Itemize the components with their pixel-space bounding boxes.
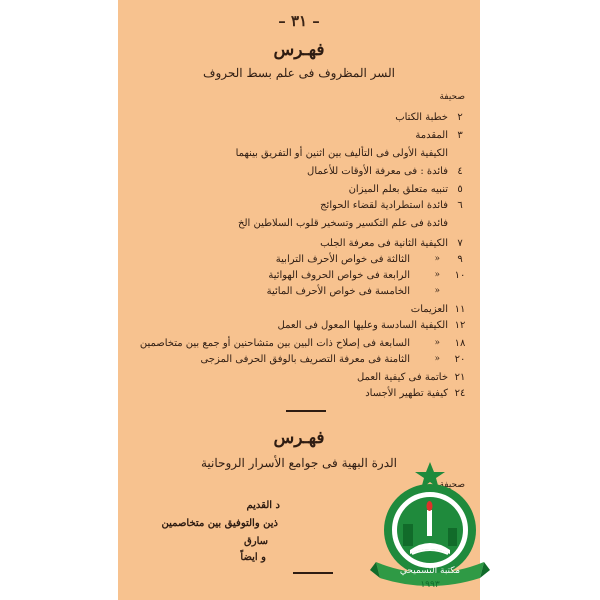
toc-entry [118,304,480,319]
toc-entry [118,338,480,353]
toc-entry [118,388,480,403]
book-title-2: الدرة البهية فى جوامع الأسرار الروحانية [200,456,397,470]
toc-entry-title: السابعة فى إصلاح ذات البين بين متشاحنين أو جمع بين متخاصمين [139,338,410,349]
toc-ditto-marker: « [434,286,440,296]
toc-entry-title: فائدة فى علم التكسير وتسخير قلوب السلاطين الخ [238,218,448,229]
seal-label: مكتبة التسميحي [399,566,461,576]
toc-entry [118,112,480,127]
toc-ditto-marker: « [434,338,440,348]
toc-entry [118,130,480,145]
toc-page-number: ٤ [457,166,463,177]
toc-ditto-marker: « [434,254,440,264]
toc-entry-title: العزيمات [410,304,448,315]
index-heading-2: فهـرس [273,428,325,448]
toc-page-number: ٩ [457,254,463,265]
toc-page-number: ١١ [454,304,466,315]
toc-page-number: ٢ [457,112,463,123]
toc-entry-title: تنبيه متعلق بعلم الميزان [348,184,448,195]
bottom-divider [293,572,333,574]
page-column-label-2: صحيفة [439,480,465,490]
toc-page-number: ٦ [457,200,463,211]
toc-entry [118,166,480,181]
toc-entry-title: المقدمة [415,130,448,141]
toc-page-number: ١٠ [454,270,466,281]
index-heading-1: فهـرس [273,40,325,60]
toc-entry-title: الكيفية السادسة وعليها المعول فى العمل [277,320,448,331]
page-number: – ٣١ – [278,12,320,30]
toc-entry-title: الرابعة فى خواص الحروف الهوائية [268,270,410,281]
toc-entry-title: ذين والتوفيق بين متخاصمين [161,518,278,529]
book-title-1: السر المظروف فى علم بسط الحروف [203,66,395,80]
toc-entry [118,320,480,335]
toc-page-number: ٥ [457,184,463,195]
toc-entry [118,372,480,387]
section-divider [286,410,326,412]
toc-page-number: ١٢ [454,320,466,331]
toc-entry-title: د القديم [246,500,280,511]
toc-ditto-marker: « [434,270,440,280]
toc-entry [118,238,480,253]
toc-page-number: ٢٤ [454,388,466,399]
toc-page-number: ٧ [457,238,463,249]
page-column-label-1: صحيفة [439,92,465,102]
toc-ditto-marker: « [434,354,440,364]
toc-entry [118,218,480,233]
toc-page-number: ١٨ [454,338,466,349]
toc-entry-title: الكيفية الثانية فى معرفة الجلب [320,238,448,249]
toc-entry [118,286,480,301]
toc-entry-title: فائدة : فى معرفة الأوقات للأعمال [307,166,448,177]
toc-entry [118,184,480,199]
toc-entry-title: خاتمة فى كيفية العمل [356,372,448,383]
toc-entry [118,148,480,163]
toc-entry-title: الكيفية الأولى فى التأليف بين اثنين أو التفريق بينهما [235,148,448,159]
toc-entry-title: خطبة الكتاب [395,112,448,123]
toc-entry-title: سارق [243,536,268,547]
toc-entry-title: و ايضاً [240,552,266,563]
toc-entry-title: فائدة استطرادية لقضاء الحوائج [320,200,448,211]
toc-entry [118,270,480,285]
toc-entry-title: الخامسة فى خواص الأحرف المائية [266,286,410,297]
toc-entry-title: كيفية تطهير الأجساد [365,388,448,399]
seal-year: ١٩٩٣ [420,580,440,590]
toc-entry [118,354,480,369]
toc-entry-title: الثامنة فى معرفة التصريف بالوفق الحرفى المزجى [200,354,410,365]
toc-page-number: ٢٠ [454,354,466,365]
toc-entry-title: الثالثة فى خواص الأحرف الترابية [275,254,410,265]
toc-page-number: ٢١ [454,372,466,383]
library-seal-stamp [370,462,490,592]
toc-entry [118,254,480,269]
toc-entry [118,200,480,215]
toc-page-number: ٣ [457,130,463,141]
